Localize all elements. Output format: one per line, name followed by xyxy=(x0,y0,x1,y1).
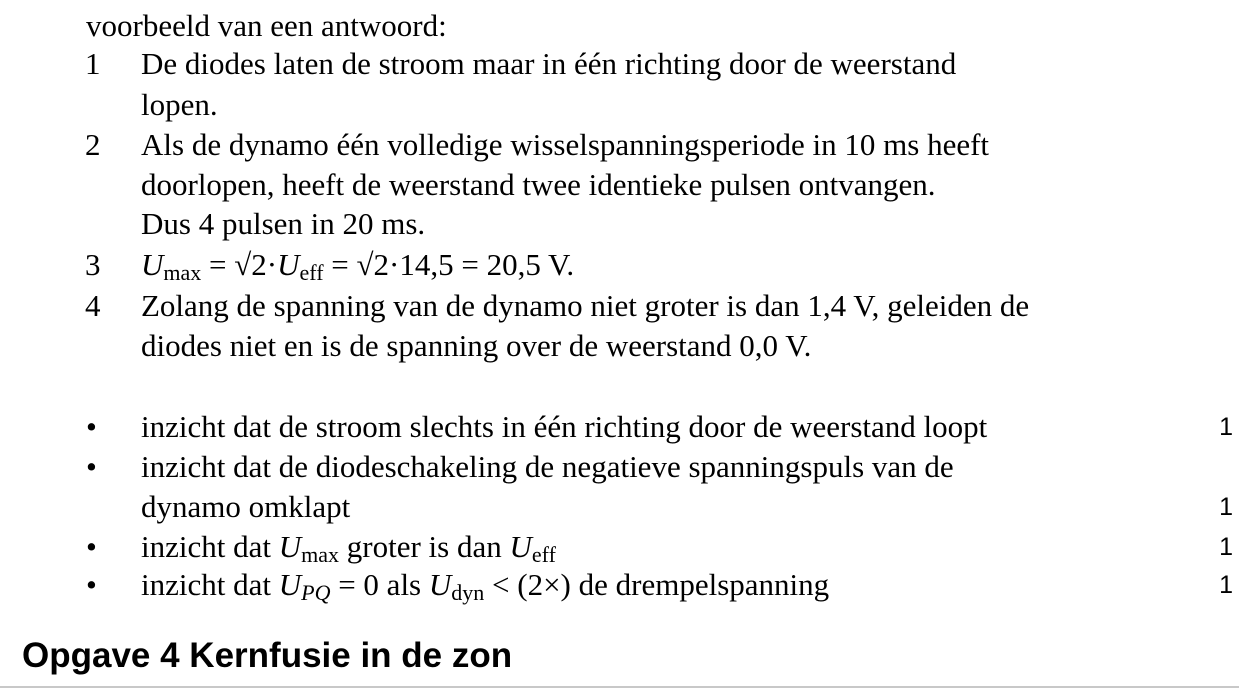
intro-text: voorbeeld van een antwoord: xyxy=(86,8,447,43)
bullet-icon: • xyxy=(86,409,97,444)
answer-text: diodes niet en is de spanning over de weerstand 0,0 V. xyxy=(141,328,812,363)
answer-text: Als de dynamo één volledige wisselspanningsperiode in 10 ms heeft xyxy=(141,127,990,162)
section-heading: Opgave 4 Kernfusie in de zon xyxy=(22,636,513,675)
bullet-icon: • xyxy=(86,449,97,484)
answer-text: Dus 4 pulsen in 20 ms. xyxy=(141,206,426,241)
answer-number: 1 xyxy=(85,46,101,81)
bullet-icon: • xyxy=(86,567,97,602)
answer-text: De diodes laten de stroom maar in één richting door de weerstand xyxy=(141,46,957,81)
criterion-score: 1 xyxy=(1219,533,1233,561)
criterion-text: inzicht dat $U_{max}$ groter is dan $U_{eff}$ xyxy=(141,529,556,567)
answer-number: 3 xyxy=(85,247,101,282)
divider xyxy=(0,686,1239,688)
criterion-text: dynamo omklapt xyxy=(141,489,351,524)
answer-text: lopen. xyxy=(141,87,218,122)
criterion-text: inzicht dat de diodeschakeling de negatieve spanningspuls van de xyxy=(141,449,954,484)
bullet-icon: • xyxy=(86,529,97,564)
criterion-score: 1 xyxy=(1219,493,1233,521)
criterion-text: inzicht dat de stroom slechts in één richting door de weerstand loopt xyxy=(141,409,988,444)
criterion-score: 1 xyxy=(1219,413,1233,441)
answer-number: 4 xyxy=(85,288,101,323)
answer-number: 2 xyxy=(85,127,101,162)
formula-umax: $U_{max} = √2\cdot U_{eff} = √2\cdot 14,5 = 20,5$ V. xyxy=(141,247,575,285)
answer-text: Zolang de spanning van de dynamo niet groter is dan 1,4 V, geleiden de xyxy=(141,288,1030,323)
answer-text: doorlopen, heeft de weerstand twee identieke pulsen ontvangen. xyxy=(141,167,936,202)
criterion-text: inzicht dat $U_{PQ} = 0$ als $U_{dyn} < (2\times)$ de drempelspanning xyxy=(141,567,830,605)
criterion-score: 1 xyxy=(1219,571,1233,599)
